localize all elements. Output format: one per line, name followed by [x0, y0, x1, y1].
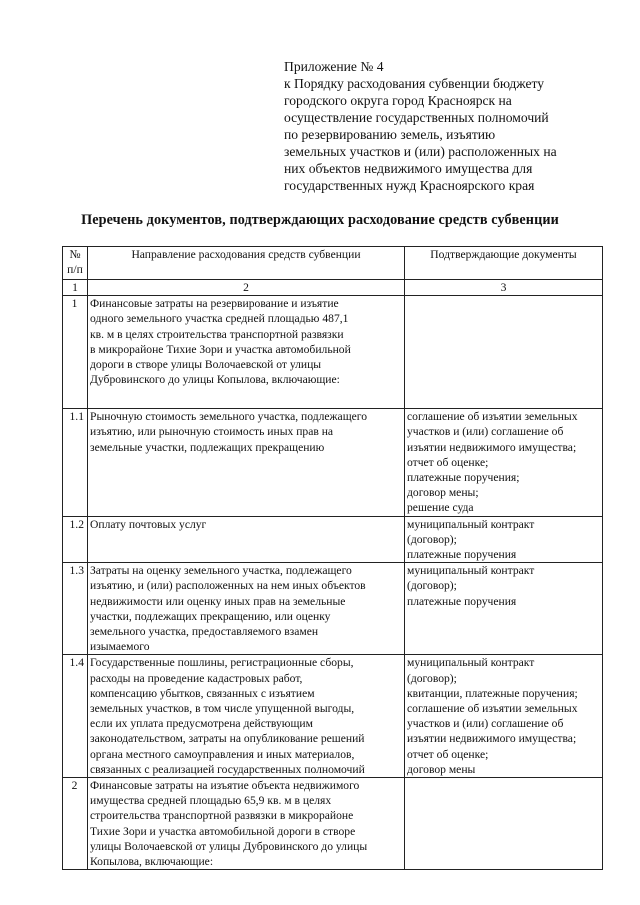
- direction-line: земельного участка, предоставляемого взамен: [90, 625, 319, 639]
- direction-line: изъятию, или рыночную стоимость иных прав на: [90, 425, 334, 439]
- annex-line: к Порядку расходования субвенции бюджету: [284, 76, 545, 91]
- column-index: 2: [88, 280, 405, 296]
- header-direction: Направление расходования средств субвенции: [88, 247, 405, 280]
- table-row: [63, 296, 603, 409]
- direction-line: дороги в створе улицы Волочаевской от улицы: [90, 358, 322, 372]
- row-documents: [405, 516, 603, 563]
- header-documents: Подтверждающие документы: [405, 247, 603, 280]
- row-documents: [405, 296, 603, 409]
- document-line: отчет об оценке;: [407, 747, 489, 761]
- document-line: муниципальный контракт: [407, 564, 535, 578]
- row-documents: [405, 655, 603, 778]
- table-row: [63, 655, 603, 778]
- document-line: договор мены: [407, 762, 476, 776]
- row-number: 1.3: [63, 563, 88, 655]
- direction-line: в микрорайоне Тихие Зори и участка автомобильной: [90, 342, 351, 356]
- direction-line: Финансовые затраты на изъятие объекта недвижимого: [90, 779, 360, 793]
- column-index: 3: [405, 280, 603, 296]
- document-line: участков и (или) соглашение об: [407, 425, 564, 439]
- direction-line: если их уплата предусмотрена действующим: [90, 717, 313, 731]
- direction-line: Копылова, включающие:: [90, 855, 214, 869]
- row-number: 1.2: [63, 516, 88, 563]
- document-line: договор мены;: [407, 486, 479, 500]
- document-line: соглашение об изъятии земельных: [407, 702, 578, 716]
- annex-line: земельных участков и (или) расположенных на: [284, 144, 557, 159]
- row-documents: [405, 409, 603, 516]
- direction-line: Затраты на оценку земельного участка, подлежащего: [90, 564, 352, 578]
- row-number: 1.4: [63, 655, 88, 778]
- row-documents: [405, 778, 603, 870]
- direction-line: законодательством, затраты на опубликование решений: [90, 732, 365, 746]
- table-row: [63, 409, 603, 516]
- document-line: квитанции, платежные поручения;: [407, 686, 578, 700]
- direction-line: изымаемого: [90, 640, 150, 654]
- annex-line: городского округа город Красноярск на: [284, 93, 512, 108]
- direction-line: участки, подлежащих прекращению, или оценку: [90, 609, 331, 623]
- header-num: № п/п: [63, 247, 88, 280]
- row-direction: [88, 516, 405, 563]
- document-line: платежные поручения: [407, 548, 517, 562]
- document-line: отчет об оценке;: [407, 455, 489, 469]
- annex-line: государственных нужд Красноярского края: [284, 178, 535, 193]
- direction-line: недвижимости или оценку иных прав на земельные: [90, 594, 346, 608]
- annex-block: [284, 58, 624, 194]
- document-line: муниципальный контракт: [407, 517, 535, 531]
- direction-line: одного земельного участка средней площадью 487,1: [90, 312, 349, 326]
- documents-table: [62, 246, 603, 870]
- direction-line: земельных участков, в том числе упущенной выгоды,: [90, 702, 355, 716]
- direction-line: Дубровинского до улицы Копылова, включающие:: [90, 373, 340, 387]
- direction-line: расходы на проведение кадастровых работ,: [90, 671, 303, 685]
- row-direction: [88, 296, 405, 409]
- document-line: (договор);: [407, 532, 457, 546]
- annex-line: них объектов недвижимого имущества для: [284, 161, 533, 176]
- row-number: 1: [63, 296, 88, 409]
- direction-line: улицы Волочаевской от улицы Дубровинского до улицы: [90, 839, 368, 853]
- document-title: Перечень документов, подтверждающих расходование средств субвенции: [81, 212, 559, 228]
- document-line: (договор);: [407, 671, 457, 685]
- annex-line: осуществление государственных полномочий: [284, 110, 549, 125]
- table-header-row: [63, 247, 603, 280]
- direction-line: органа местного самоуправления и иных материалов,: [90, 747, 355, 761]
- document-line: соглашение об изъятии земельных: [407, 410, 578, 424]
- document-line: (договор);: [407, 579, 457, 593]
- direction-line: компенсацию убытков, связанных с изъятием: [90, 686, 315, 700]
- direction-line: связанных с реализацией государственных полномочий: [90, 762, 365, 776]
- direction-line: земельные участки, подлежащих прекращению: [90, 440, 325, 454]
- direction-line: Оплату почтовых услуг: [90, 517, 207, 531]
- direction-line: Государственные пошлины, регистрационные сборы,: [90, 656, 354, 670]
- document-line: изъятии недвижимого имущества;: [407, 440, 577, 454]
- direction-line: Тихие Зори и участка автомобильной дороги в створе: [90, 824, 356, 838]
- table-row: [63, 563, 603, 655]
- annex-title: Приложение № 4: [284, 59, 384, 74]
- column-index: 1: [63, 280, 88, 296]
- direction-line: Рыночную стоимость земельного участка, подлежащего: [90, 410, 368, 424]
- document-line: муниципальный контракт: [407, 656, 535, 670]
- direction-line: имущества средней площадью 65,9 кв. м в целях: [90, 794, 332, 808]
- annex-line: по резервированию земель, изъятию: [284, 127, 496, 142]
- document-line: изъятии недвижимого имущества;: [407, 732, 577, 746]
- row-direction: [88, 778, 405, 870]
- row-number: 1.1: [63, 409, 88, 516]
- direction-line: изъятию, и (или) расположенных на нем иных объектов: [90, 579, 366, 593]
- row-number: 2: [63, 778, 88, 870]
- direction-line: кв. м в целях строительства транспортной развязки: [90, 327, 344, 341]
- document-line: платежные поручения: [407, 594, 517, 608]
- direction-line: Финансовые затраты на резервирование и изъятие: [90, 297, 339, 311]
- table-row: [63, 516, 603, 563]
- direction-line: строительства транспортной развязки в микрорайоне: [90, 809, 354, 823]
- document-line: платежные поручения;: [407, 471, 520, 485]
- row-direction: [88, 563, 405, 655]
- row-direction: [88, 409, 405, 516]
- table-row: [63, 778, 603, 870]
- row-direction: [88, 655, 405, 778]
- row-documents: [405, 563, 603, 655]
- document-line: решение суда: [407, 501, 474, 515]
- column-index-row: [63, 280, 603, 296]
- document-line: участков и (или) соглашение об: [407, 717, 564, 731]
